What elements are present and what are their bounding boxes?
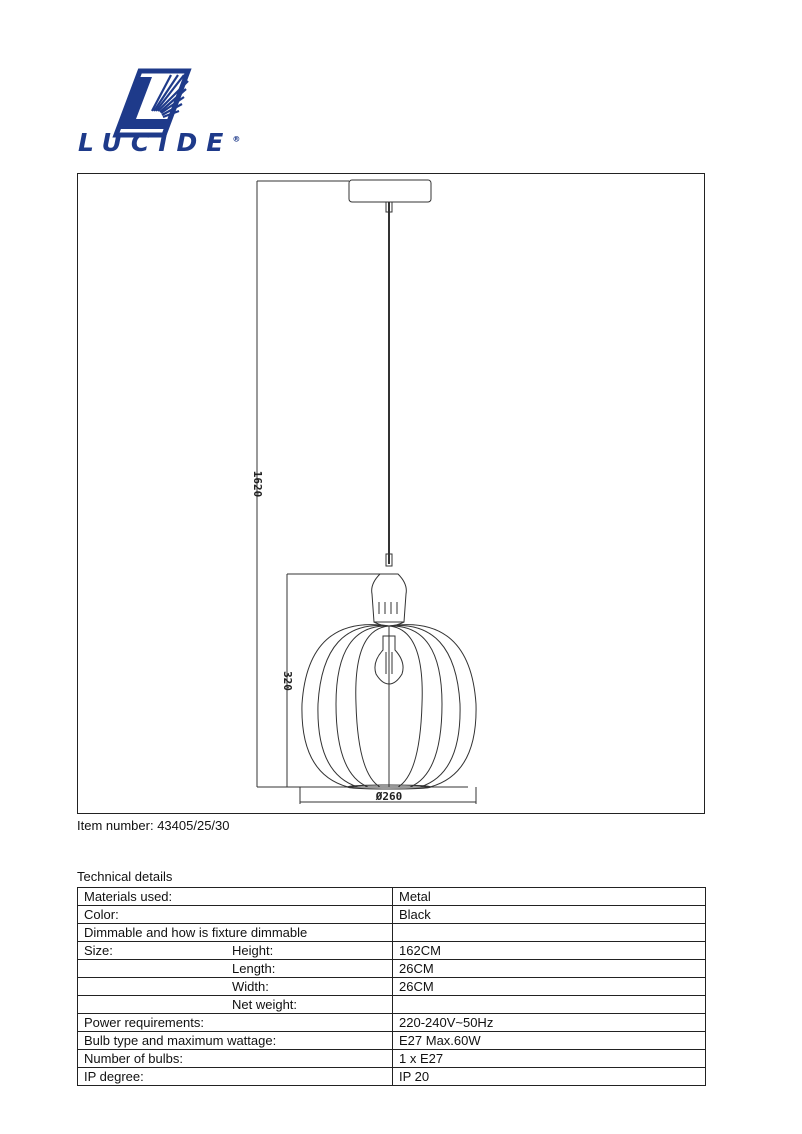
- technical-details-title: Technical details: [77, 869, 173, 884]
- row-value: 26CM: [393, 960, 706, 978]
- row-label: IP degree:: [78, 1068, 393, 1086]
- size-sub-label: Height:: [232, 943, 274, 958]
- row-value: IP 20: [393, 1068, 706, 1086]
- size-sub-label: Length:: [232, 961, 276, 976]
- technical-drawing: [77, 173, 705, 814]
- row-value: E27 Max.60W: [393, 1032, 706, 1050]
- row-value: [393, 996, 706, 1014]
- table-row: [78, 1050, 706, 1068]
- item-number: Item number: 43405/25/30: [77, 818, 230, 833]
- row-value: 1 x E27: [393, 1050, 706, 1068]
- row-label-size: [78, 996, 393, 1014]
- row-value: 26CM: [393, 978, 706, 996]
- table-row: [78, 960, 706, 978]
- row-label: Number of bulbs:: [78, 1050, 393, 1068]
- shade-height-dimension-label: 320: [281, 671, 294, 691]
- table-row: [78, 1014, 706, 1032]
- row-value: 220-240V~50Hz: [393, 1014, 706, 1032]
- row-value: 162CM: [393, 942, 706, 960]
- ceiling-canopy: [349, 180, 431, 202]
- table-row: [78, 924, 706, 942]
- size-sub-label: Net weight:: [232, 997, 298, 1012]
- row-label: Materials used:: [78, 888, 393, 906]
- row-label: Color:: [78, 906, 393, 924]
- height-dimension-label: 1620: [251, 470, 264, 498]
- lamp-holder: [372, 574, 407, 622]
- row-label-size: [78, 960, 393, 978]
- row-label: Dimmable and how is fixture dimmable: [78, 924, 393, 942]
- table-row: [78, 888, 706, 906]
- technical-details-table: [77, 887, 706, 1086]
- table-row: [78, 906, 706, 924]
- table-row: [78, 1032, 706, 1050]
- table-row: [78, 942, 706, 960]
- brand-name: LUCIDE: [78, 128, 233, 157]
- table-row: [78, 996, 706, 1014]
- row-value: Black: [393, 906, 706, 924]
- row-label: Bulb type and maximum wattage:: [78, 1032, 393, 1050]
- brand-wordmark: [78, 128, 240, 157]
- row-label: Power requirements:: [78, 1014, 393, 1032]
- table-row: [78, 1068, 706, 1086]
- row-value: Metal: [393, 888, 706, 906]
- pendant-lamp-drawing: [78, 174, 706, 815]
- row-label-size: [78, 942, 393, 960]
- row-value: [393, 924, 706, 942]
- size-label: Size:: [84, 943, 113, 958]
- registered-mark: ®: [232, 134, 241, 144]
- row-label-size: [78, 978, 393, 996]
- size-sub-label: Width:: [232, 979, 269, 994]
- diameter-dimension-label: Ø260: [375, 790, 403, 803]
- table-row: [78, 978, 706, 996]
